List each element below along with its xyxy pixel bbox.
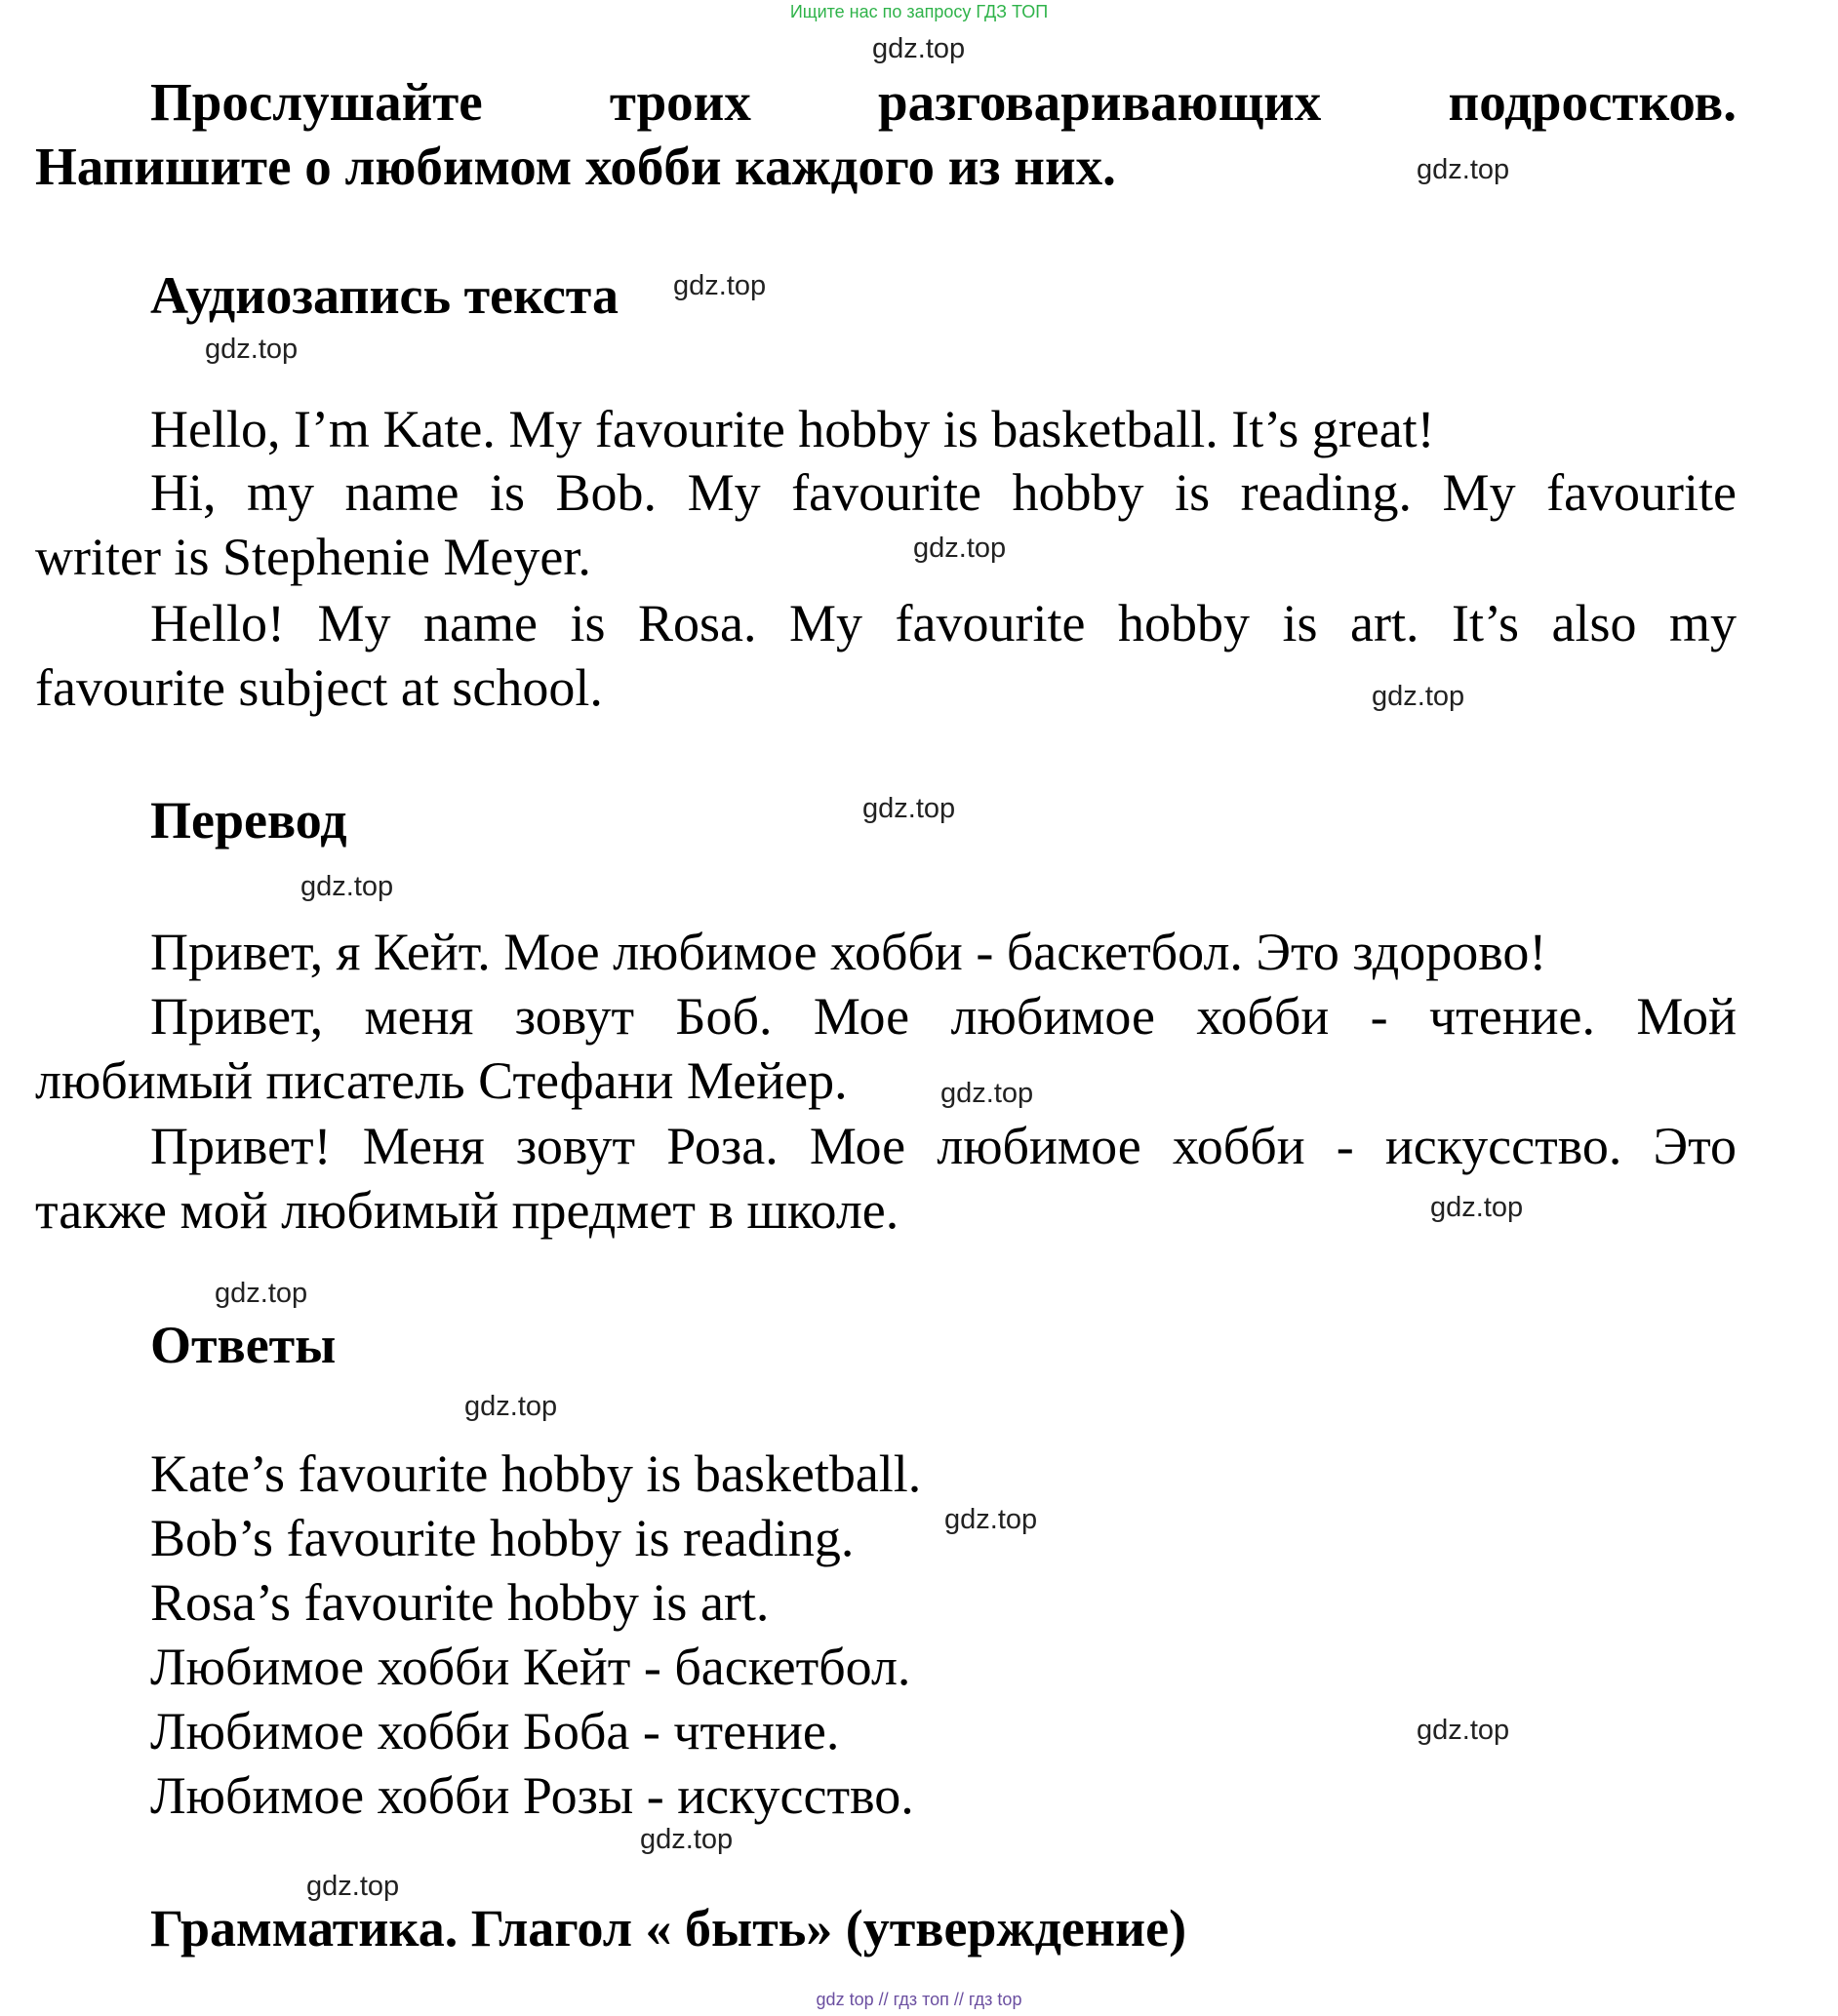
task-title-line1: Прослушайте троих разговаривающих подростков. <box>150 72 1737 132</box>
translation-paragraph-2 <box>35 984 1737 1113</box>
watermark: gdz.top <box>1417 1715 1510 1746</box>
answer-item: Bob’s favourite hobby is reading. <box>150 1509 855 1567</box>
translation-paragraph-3-first: Привет! Меня зовут Роза. Мое любимое хобби - искусство. Это <box>150 1117 1737 1175</box>
bottom-banner[interactable]: gdz top // гдз топ // гдз top <box>816 1990 1022 2009</box>
answer-item: Любимое хобби Боба - чтение. <box>150 1702 840 1760</box>
audio-paragraph-3-rest: favourite subject at school. <box>35 658 603 717</box>
watermark: gdz.top <box>862 793 956 824</box>
top-banner[interactable]: Ищите нас по запросу ГДЗ ТОП <box>789 2 1049 21</box>
answers-heading: Ответы <box>150 1316 337 1374</box>
audio-heading: Аудиозапись текста <box>150 266 619 325</box>
watermark: gdz.top <box>913 533 1007 564</box>
audio-paragraph-1: Hello, I’m Kate. My favourite hobby is basketball. It’s great! <box>150 400 1435 458</box>
audio-paragraph-3-first: Hello! My name is Rosa. My favourite hobby is art. It’s also my <box>150 594 1737 652</box>
translation-paragraph-1: Привет, я Кейт. Мое любимое хобби - баскетбол. Это здорово! <box>150 923 1547 981</box>
watermark: gdz.top <box>464 1391 558 1422</box>
audio-paragraph-3 <box>35 591 1737 720</box>
watermark: gdz.top <box>944 1504 1038 1535</box>
grammar-heading: Грамматика. Глагол « быть» (утверждение) <box>150 1899 1187 1957</box>
watermark: gdz.top <box>1430 1192 1524 1223</box>
answer-item: Rosa’s favourite hobby is art. <box>150 1573 770 1632</box>
task-title-line2: Напишите о любимом хобби каждого из них. <box>35 137 1116 196</box>
watermark: gdz.top <box>1417 154 1510 185</box>
watermark: gdz.top <box>205 334 299 365</box>
watermark: gdz.top <box>306 1871 400 1902</box>
answer-item: Kate’s favourite hobby is basketball. <box>150 1444 922 1503</box>
watermark: gdz.top <box>673 270 767 301</box>
watermark: gdz.top <box>300 871 394 902</box>
translation-paragraph-3-rest: также мой любимый предмет в школе. <box>35 1181 899 1240</box>
audio-paragraph-2-first: Hi, my name is Bob. My favourite hobby is reading. My favourite <box>150 463 1737 522</box>
translation-heading: Перевод <box>150 791 347 850</box>
translation-paragraph-2-rest: любимый писатель Стефани Мейер. <box>35 1051 848 1110</box>
answer-item: Любимое хобби Розы - искусство. <box>150 1766 914 1825</box>
answer-item: Любимое хобби Кейт - баскетбол. <box>150 1638 911 1696</box>
audio-paragraph-2 <box>35 460 1737 589</box>
watermark: gdz.top <box>640 1824 734 1855</box>
translation-paragraph-3 <box>35 1114 1737 1243</box>
audio-paragraph-2-rest: writer is Stephenie Meyer. <box>35 528 591 586</box>
watermark: gdz.top <box>215 1278 308 1309</box>
watermark: gdz.top <box>1372 681 1465 712</box>
watermark: gdz.top <box>872 33 966 64</box>
watermark: gdz.top <box>940 1078 1034 1109</box>
translation-paragraph-2-first: Привет, меня зовут Боб. Мое любимое хобби - чтение. Мой <box>150 987 1737 1046</box>
